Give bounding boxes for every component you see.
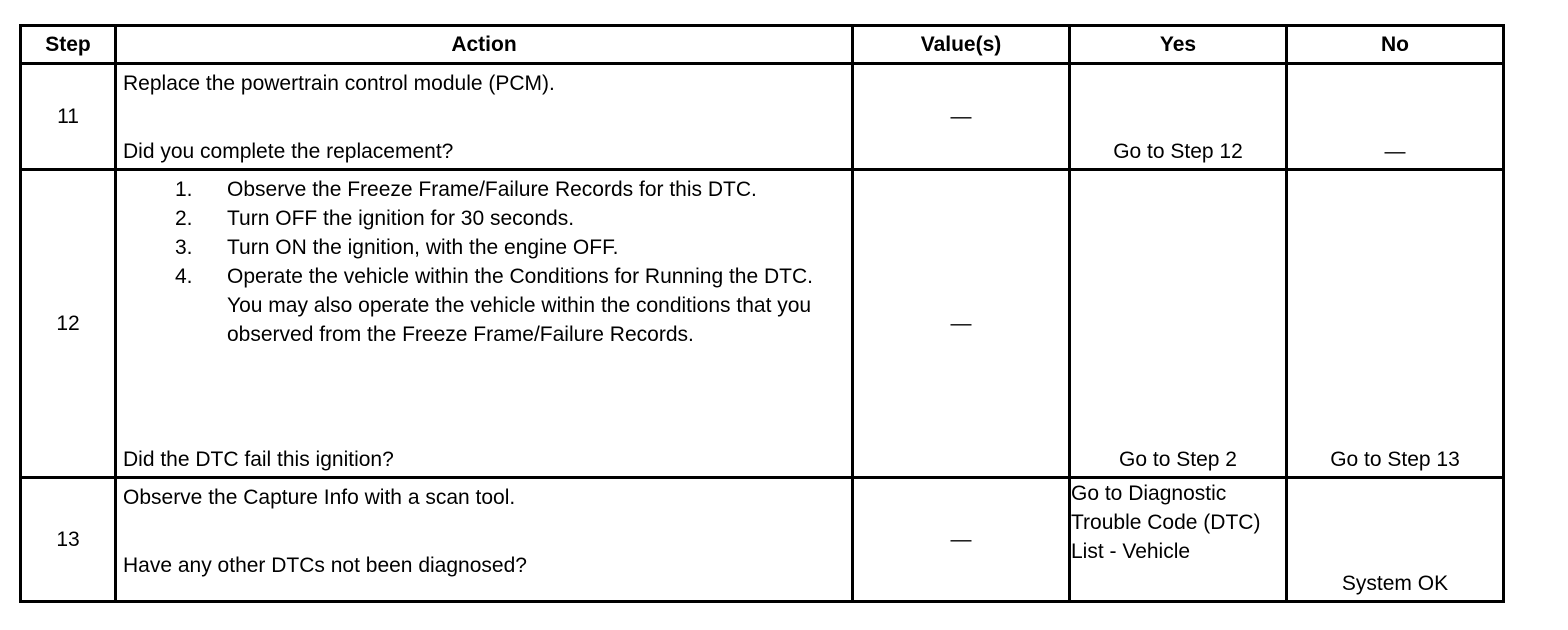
substep-list [123, 175, 845, 349]
substep-text: Turn OFF the ignition for 30 seconds. [227, 207, 575, 230]
no-result: System OK [1341, 572, 1449, 595]
table-row [21, 64, 1504, 170]
substep-number: 2. [175, 207, 193, 230]
substep-text: Turn ON the ignition, with the engine OFF. [227, 236, 619, 259]
header-no: No [1287, 26, 1504, 64]
header-action: Action [116, 26, 853, 64]
action-text: Observe the Capture Info with a scan tool. [123, 486, 516, 509]
substep-item [175, 262, 845, 349]
table-row [21, 478, 1504, 602]
no-cell [1287, 170, 1504, 478]
no-cell [1287, 478, 1504, 602]
action-cell [116, 478, 853, 602]
yes-cell [1070, 64, 1287, 170]
header-step: Step [21, 26, 116, 64]
substep-number: 1. [175, 178, 193, 201]
yes-cell [1070, 170, 1287, 478]
action-text: Replace the powertrain control module (PCM). [123, 72, 555, 95]
substep-number: 4. [175, 265, 193, 288]
step-number: 11 [21, 64, 116, 170]
header-row [21, 26, 1504, 64]
table-row [21, 170, 1504, 478]
substep-text: Operate the vehicle within the Conditions for Running the DTC. You may also operate the vehicle within the conditions that you observed from the Freeze Frame/Failure Records. [227, 265, 813, 346]
diagnostic-table [19, 24, 1505, 603]
value-cell: — [853, 170, 1070, 478]
yes-result: Go to Step 2 [1119, 448, 1237, 471]
step-number: 12 [21, 170, 116, 478]
value-cell: — [853, 478, 1070, 602]
step-number: 13 [21, 478, 116, 602]
action-cell [116, 170, 853, 478]
header-yes: Yes [1070, 26, 1287, 64]
header-values: Value(s) [853, 26, 1070, 64]
no-cell [1287, 64, 1504, 170]
value-cell: — [853, 64, 1070, 170]
yes-result: Go to Step 12 [1113, 140, 1243, 163]
yes-result: Go to Diagnostic Trouble Code (DTC) List - Vehicle [1071, 482, 1261, 563]
substep-item [175, 233, 845, 262]
yes-cell [1070, 478, 1287, 602]
action-question: Did you complete the replacement? [123, 140, 454, 163]
substep-text: Observe the Freeze Frame/Failure Records for this DTC. [227, 178, 757, 201]
substep-item [175, 175, 845, 204]
action-question: Have any other DTCs not been diagnosed? [123, 554, 527, 577]
no-result: — [1384, 140, 1406, 163]
no-result: Go to Step 13 [1330, 448, 1460, 471]
action-question: Did the DTC fail this ignition? [123, 448, 394, 471]
substep-number: 3. [175, 236, 193, 259]
action-cell [116, 64, 853, 170]
substep-item [175, 204, 845, 233]
